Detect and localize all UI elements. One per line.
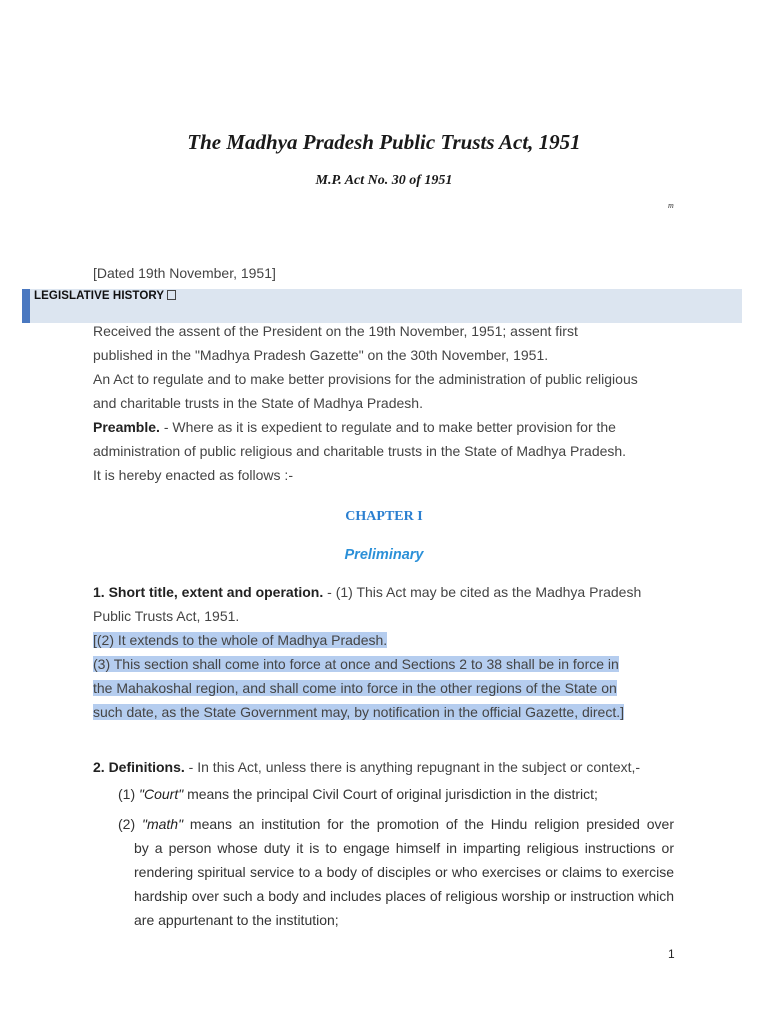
page-title: The Madhya Pradesh Public Trusts Act, 1951 [187, 130, 581, 154]
act-line: and charitable trusts in the State of Madhya Pradesh. [93, 395, 423, 411]
page-number: 1 [668, 947, 675, 961]
section-2-heading-line: 2. Definitions. - In this Act, unless there is anything repugnant in the subject or context,- [93, 759, 641, 775]
section-1-line: 1. Short title, extent and operation. - (1) This Act may be cited as the Madhya Pradesh [93, 584, 642, 600]
section-1-heading: 1. Short title, extent and operation. [93, 584, 324, 600]
definition-math-first-line: (2) "math" means an institution for the promotion of the Hindu religion presided over [118, 816, 675, 832]
term-math: "math" [141, 816, 184, 832]
enacted-line: It is hereby enacted as follows :- [93, 467, 293, 483]
preamble-line: administration of public religious and charitable trusts in the State of Madhya Pradesh. [93, 443, 627, 459]
highlighted-line: (3) This section shall come into force at once and Sections 2 to 38 shall be in force in [93, 656, 619, 672]
chapter-title: Preliminary [344, 547, 424, 563]
assent-paragraph [93, 319, 683, 487]
margin-mark: m [668, 201, 674, 210]
preamble-label: Preamble. [93, 419, 160, 435]
definition-court: (1) "Court" means the principal Civil Court of original jurisdiction in the district; [118, 786, 598, 802]
section-2-heading: 2. Definitions. [93, 759, 185, 775]
highlighted-line: [(2) It extends to the whole of Madhya Pradesh. [93, 632, 388, 648]
section-1-line: Public Trusts Act, 1951. [93, 608, 240, 624]
legislative-history-label: LEGISLATIVE HISTORY [34, 290, 176, 302]
act-number: M.P. Act No. 30 of 1951 [315, 173, 453, 188]
preamble-line: Preamble. - Where as it is expedient to regulate and to make better provision for the [93, 419, 616, 435]
assent-line: Received the assent of the President on the 19th November, 1951; assent first [93, 323, 578, 339]
expand-box-icon[interactable] [167, 290, 176, 300]
highlighted-line: such date, as the State Government may, by notification in the official Gazette, direct.] [93, 704, 624, 720]
definition-math-body: by a person whose duty it is to engage himself in imparting religious instructions or rendering spiritual service to a body of disciples or who exercises or claims to exercise hardship over such a body and includes places of religious worship or instruction which are appurtenant to the institution; [134, 840, 674, 928]
assent-line: published in the "Madhya Pradesh Gazette" on the 30th November, 1951. [93, 347, 549, 363]
legislative-history-bar[interactable] [22, 289, 742, 323]
term-court: "Court" [139, 786, 184, 802]
act-line: An Act to regulate and to make better provisions for the administration of public religious [93, 371, 638, 387]
highlighted-line: the Mahakoshal region, and shall come into force in the other regions of the State on [93, 680, 617, 696]
chapter-heading: CHAPTER I [345, 509, 423, 524]
dated-line: [Dated 19th November, 1951] [93, 265, 276, 281]
section-1 [93, 580, 693, 724]
